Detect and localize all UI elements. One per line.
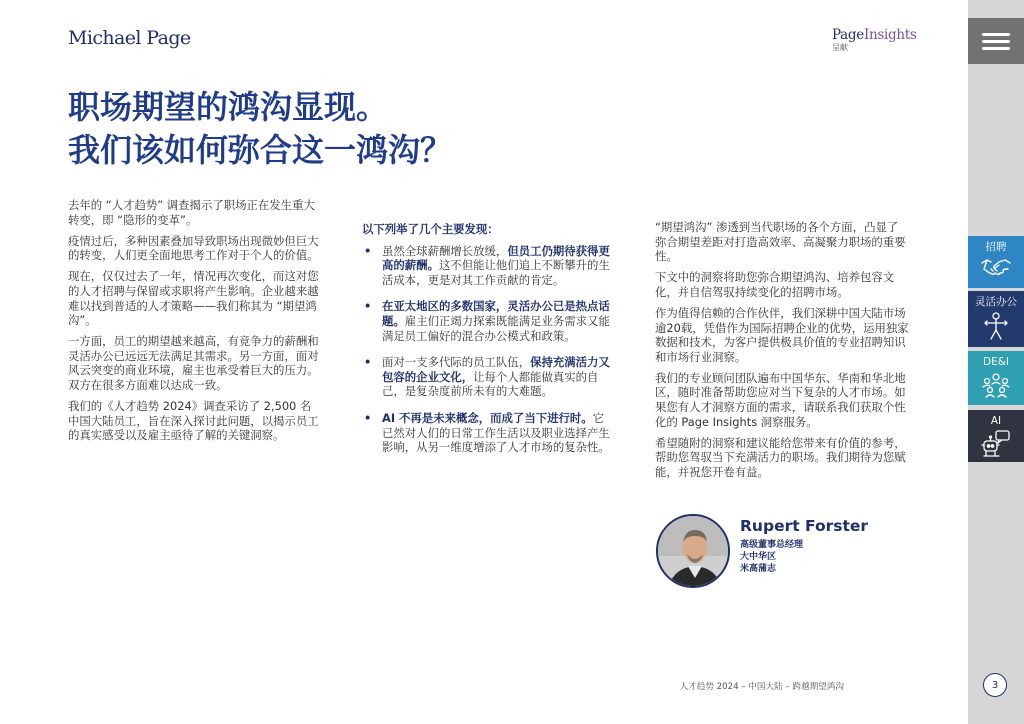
intro-column — [68, 198, 322, 449]
finding-highlight: 但员工仍期待获得更高的薪酬。 — [382, 243, 610, 273]
finding-item — [362, 411, 614, 455]
page-number[interactable]: 3 — [983, 673, 1007, 697]
sidebar-tab-label: 灵活办公 — [975, 296, 1017, 308]
people-group-icon — [980, 370, 1012, 400]
findings-list — [362, 244, 614, 455]
sidebar-tab-recruitment[interactable] — [968, 236, 1024, 288]
title-line-2: 我们该如何弥合这一鸿沟？ — [68, 131, 453, 169]
finding-item — [362, 244, 614, 288]
finding-item — [362, 299, 614, 343]
author-company: 米高蒲志 — [740, 564, 777, 574]
sidebar-tab-label: AI — [990, 415, 1002, 427]
sidebar-tab-dei[interactable] — [968, 351, 1024, 405]
finding-text: 雇主们正竭力探索既能满足业务需求又能满足员工偏好的混合办公模式和政策。 — [382, 313, 610, 343]
outro-paragraph: “期望鸿沟” 渗透到当代职场的各个方面，凸显了弥合期望差距对打造高效率、高凝聚力职场的重要性。 — [655, 220, 906, 264]
outro-paragraph: 作为值得信赖的合作伙伴，我们深耕中国大陆市场逾20载，凭借作为国际招聘企业的优势，运用独家数据和技术，为客户提供极具价值的专业招聘知识和市场行业洞察。 — [655, 305, 909, 364]
finding-text: 这不但能让他们追上不断攀升的生活成本，更是对其工作贡献的肯定。 — [382, 258, 610, 287]
person-arrows-icon — [981, 310, 1011, 342]
robot-chat-icon — [980, 429, 1012, 459]
author-avatar — [656, 514, 730, 588]
intro-paragraph: 我们的《人才趋势 2024》调查采访了 2,500 名中国大陆员工，旨在深入探讨此问题，以揭示员工的真实感受以及雇主亟待了解的关键洞察。 — [68, 399, 319, 443]
page-insights-sub: 呈献 — [832, 43, 848, 52]
outro-column — [655, 220, 909, 486]
finding-item — [362, 355, 614, 399]
page-insights-insights: Insights — [863, 27, 917, 43]
page-insights-page: Page — [832, 27, 864, 43]
page-insights-logo — [832, 27, 917, 52]
sidebar-tab-flexible-work[interactable] — [968, 291, 1024, 347]
author-title: 高级董事总经理 — [740, 540, 804, 550]
finding-highlight: 保持充满活力又包容的企业文化， — [382, 355, 610, 384]
finding-text: 面对一支多代际的员工队伍， — [382, 355, 531, 370]
findings-title: 以下列举了几个主要发现： — [362, 222, 499, 236]
author-name: Rupert Forster — [740, 517, 869, 535]
finding-text: 它已然对人们的日常工作生活以及职业选择产生影响，从另一维度增添了人才市场的复杂性。 — [382, 410, 610, 455]
intro-paragraph: 去年的 “人才趋势” 调查揭示了职场正在发生重大转变，即 “隐形的变革”。 — [68, 198, 315, 227]
sidebar — [968, 0, 1024, 724]
finding-highlight: 在亚太地区的多数国家，灵活办公已是热点话题。 — [382, 299, 610, 328]
sidebar-tab-label: DE&I — [982, 356, 1009, 368]
intro-paragraph: 一方面，员工的期望越来越高，有竞争力的薪酬和灵活办公已远远无法满足其需求。另一方面，面对风云突变的商业环境，雇主也承受着巨大的压力。双方在很多方面难以达成一致。 — [68, 334, 319, 393]
intro-paragraph: 疫情过后，多种因素叠加导致职场出现微妙但巨大的转变，人们更全面地思考工作对于个人的价值。 — [68, 233, 319, 263]
findings-column — [362, 222, 614, 467]
finding-text: 虽然全球薪酬增长放缓， — [382, 243, 508, 258]
michael-page-logo: Michael Page — [68, 27, 191, 49]
outro-paragraph: 下文中的洞察将助您弥合期望鸿沟、培养包容文化，并自信驾驭持续变化的招聘市场。 — [655, 270, 895, 299]
sidebar-tab-ai[interactable] — [968, 410, 1024, 462]
footer-text: 人才趋势 2024 – 中国大陆 – 跨越期望鸿沟 — [679, 682, 844, 692]
menu-button[interactable] — [968, 18, 1024, 64]
hamburger-icon — [982, 29, 1010, 54]
sidebar-tab-label: 招聘 — [985, 241, 1007, 253]
page-title — [68, 86, 888, 172]
intro-paragraph: 现在，仅仅过去了一年，情况再次变化，而这对您的人才招聘与保留或求职将产生影响。企业越来越难以找到普适的人才策略——我们称其为 “期望鸿沟”。 — [68, 269, 319, 328]
title-line-1: 职场期望的鸿沟显现。 — [68, 88, 389, 126]
finding-highlight: AI 不再是未来概念，而成了当下进行时。 — [382, 410, 593, 425]
outro-paragraph: 我们的专业顾问团队遍布中国华东、华南和华北地区，随时准备帮助您应对当下复杂的人才市场。如果您有人才洞察方面的需求，请联系我们获取个性化的 Page Insights 洞察服务。 — [655, 370, 906, 429]
author-info — [740, 517, 868, 575]
author-region: 大中华区 — [740, 552, 777, 562]
author-card — [656, 514, 868, 588]
outro-paragraph: 希望随附的洞察和建议能给您带来有价值的参考，帮助您驾驭当下充满活力的职场。我们期待为您赋能，并祝您开卷有益。 — [655, 435, 906, 479]
handshake-icon — [980, 255, 1012, 277]
finding-text: 让每个人都能做真实的自己，是复杂度前所未有的大难题。 — [382, 369, 599, 399]
